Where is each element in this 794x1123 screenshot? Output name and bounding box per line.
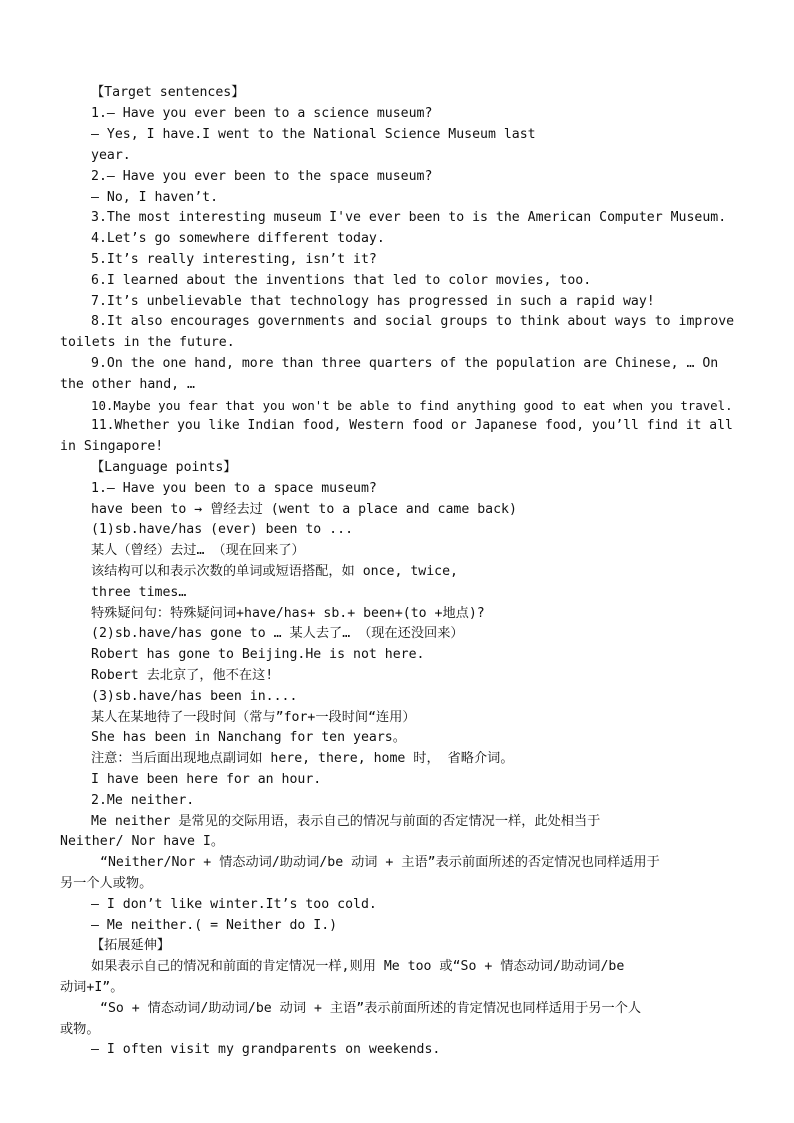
text-line: 某人在某地待了一段时间（常与”for+一段时间“连用） — [91, 710, 416, 725]
text-line: 2.— Have you ever been to the space museum? — [91, 169, 433, 184]
text-line: have been to → 曾经去过 (went to a place and came back) — [91, 502, 517, 517]
text-line: 1.— Have you been to a space museum? — [91, 481, 377, 496]
text-line: 9.On the one hand, more than three quarters of the population are Chinese, … On — [91, 356, 719, 371]
text-line: 1.— Have you ever been to a science museum? — [91, 106, 433, 121]
text-line: (3)sb.have/has been in.... — [91, 689, 298, 704]
text-line: 10.Maybe you fear that you won't be able to find anything good to eat when you travel. — [91, 398, 733, 413]
text-line: Robert 去北京了，他不在这! — [91, 668, 274, 683]
text-line: 4.Let’s go somewhere different today. — [91, 231, 385, 246]
text-line: She has been in Nanchang for ten years。 — [91, 730, 406, 745]
text-line: — No, I haven’t. — [91, 190, 219, 205]
text-line: 该结构可以和表示次数的单词或短语搭配，如 once, twice, — [91, 564, 458, 579]
text-line: — I often visit my grandparents on weekends. — [91, 1042, 441, 1057]
text-line: (1)sb.have/has (ever) been to ... — [91, 522, 354, 537]
text-line: 6.I learned about the inventions that led to color movies, too. — [91, 273, 592, 288]
text-line: the other hand, … — [60, 377, 195, 392]
text-line: in Singapore! — [60, 439, 164, 454]
text-line: — Yes, I have.I went to the National Science Museum last — [91, 127, 536, 142]
text-line: 某人（曾经）去过… （现在回来了） — [91, 543, 305, 558]
text-line: “Neither/Nor + 情态动词/助动词/be 动词 + 主语”表示前面所述的否定情况也同样适用于 — [100, 855, 660, 870]
text-line: 3.The most interesting museum I've ever been to is the American Computer Museum. — [91, 210, 727, 225]
text-line: year. — [91, 148, 131, 163]
text-line: 动词+I”。 — [60, 980, 124, 995]
text-line: (2)sb.have/has gone to … 某人去了… （现在还没回来） — [91, 626, 464, 641]
text-line: 7.It’s unbelievable that technology has progressed in such a rapid way! — [91, 294, 655, 309]
text-line: 另一个人或物。 — [60, 876, 153, 891]
text-line: toilets in the future. — [60, 335, 235, 350]
text-line: “So + 情态动词/助动词/be 动词 + 主语”表示前面所述的肯定情况也同样适用于另一个人 — [100, 1001, 642, 1016]
text-line: Me neither 是常见的交际用语，表示自己的情况与前面的否定情况一样，此处相当于 — [91, 814, 601, 829]
text-line: 2.Me neither. — [91, 793, 195, 808]
text-line: Robert has gone to Beijing.He is not here. — [91, 647, 425, 662]
text-line: I have been here for an hour. — [91, 772, 322, 787]
text-line: 11.Whether you like Indian food, Western food or Japanese food, you’ll find it all — [91, 418, 733, 433]
text-line: 或物。 — [60, 1022, 100, 1037]
text-line: 特殊疑问句：特殊疑问词+have/has+ sb.+ been+(to +地点)? — [91, 606, 485, 621]
text-line: Neither/ Nor have I。 — [60, 834, 225, 849]
text-line: 如果表示自己的情况和前面的肯定情况一样,则用 Me too 或“So + 情态动词/助动词/be — [91, 959, 625, 974]
text-line: 8.It also encourages governments and social groups to think about ways to improve — [91, 314, 735, 329]
section-heading-language-points: 【Language points】 — [91, 460, 237, 475]
text-line: 5.It’s really interesting, isn’t it? — [91, 252, 377, 267]
section-heading-target-sentences: 【Target sentences】 — [91, 85, 245, 100]
section-heading-extension: 【拓展延伸】 — [91, 938, 171, 953]
text-line: — I don’t like winter.It’s too cold. — [91, 897, 377, 912]
text-line: three times… — [91, 585, 187, 600]
text-line: 注意：当后面出现地点副词如 here, there, home 时， 省略介词。 — [91, 751, 514, 766]
text-line: — Me neither.( = Neither do I.) — [91, 918, 338, 933]
